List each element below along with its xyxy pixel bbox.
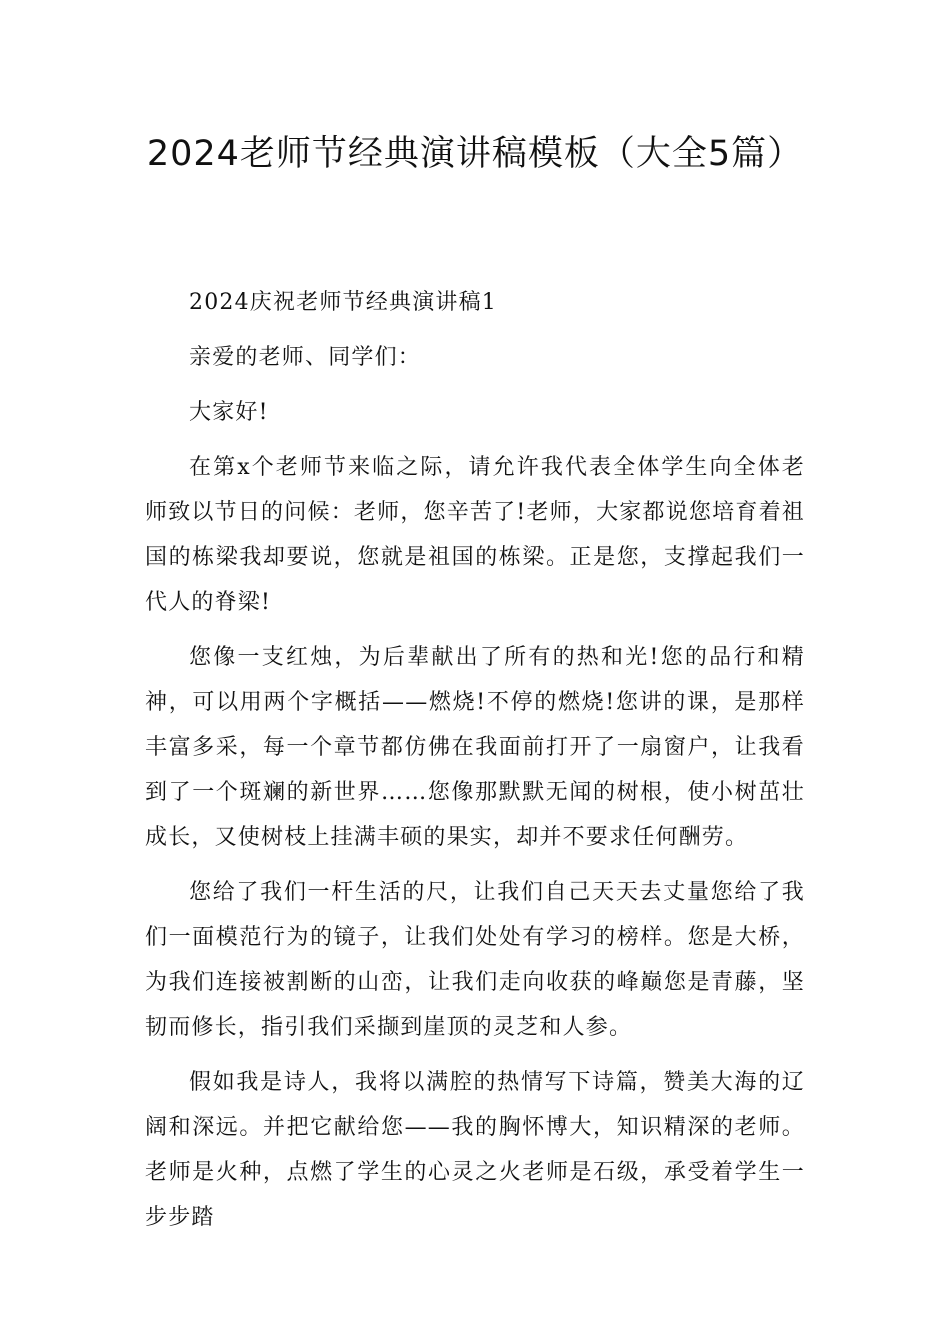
paragraph-greeting: 大家好! bbox=[189, 400, 269, 425]
document-title: 2024老师节经典演讲稿模板（大全5篇） bbox=[146, 134, 804, 174]
paragraph: 假如我是诗人，我将以满腔的热情写下诗篇，赞美大海的辽阔和深远。并把它献给您——我的胸怀博大，知识精深的老师。老师是火种，点燃了学生的心灵之火老师是石级，承受着学生一步步踏 bbox=[145, 1070, 805, 1230]
paragraph: 您给了我们一杆生活的尺，让我们自己天天去丈量您给了我们一面模范行为的镜子，让我们处处有学习的榜样。您是大桥，为我们连接被割断的山峦，让我们走向收获的峰巅您是青藤，坚韧而修长，指引我们采撷到崖顶的灵芝和人参。 bbox=[145, 880, 805, 1040]
document-body bbox=[145, 280, 805, 1250]
paragraph-heading: 2024庆祝老师节经典演讲稿1 bbox=[189, 290, 497, 315]
paragraph: 您像一支红烛，为后辈献出了所有的热和光!您的品行和精神，可以用两个字概括——燃烧!不停的燃烧!您讲的课，是那样丰富多采，每一个章节都仿佛在我面前打开了一扇窗户，让我看到了一个斑斓的新世界……您像那默默无闻的树根，使小树茁壮成长，又使树枝上挂满丰硕的果实，却并不要求任何酬劳。 bbox=[145, 645, 805, 850]
paragraph: 在第x个老师节来临之际，请允许我代表全体学生向全体老师致以节日的问候：老师，您辛苦了!老师，大家都说您培育着祖国的栋梁我却要说，您就是祖国的栋梁。正是您，支撑起我们一代人的脊梁! bbox=[145, 455, 805, 615]
paragraph-salutation: 亲爱的老师、同学们： bbox=[189, 345, 422, 370]
